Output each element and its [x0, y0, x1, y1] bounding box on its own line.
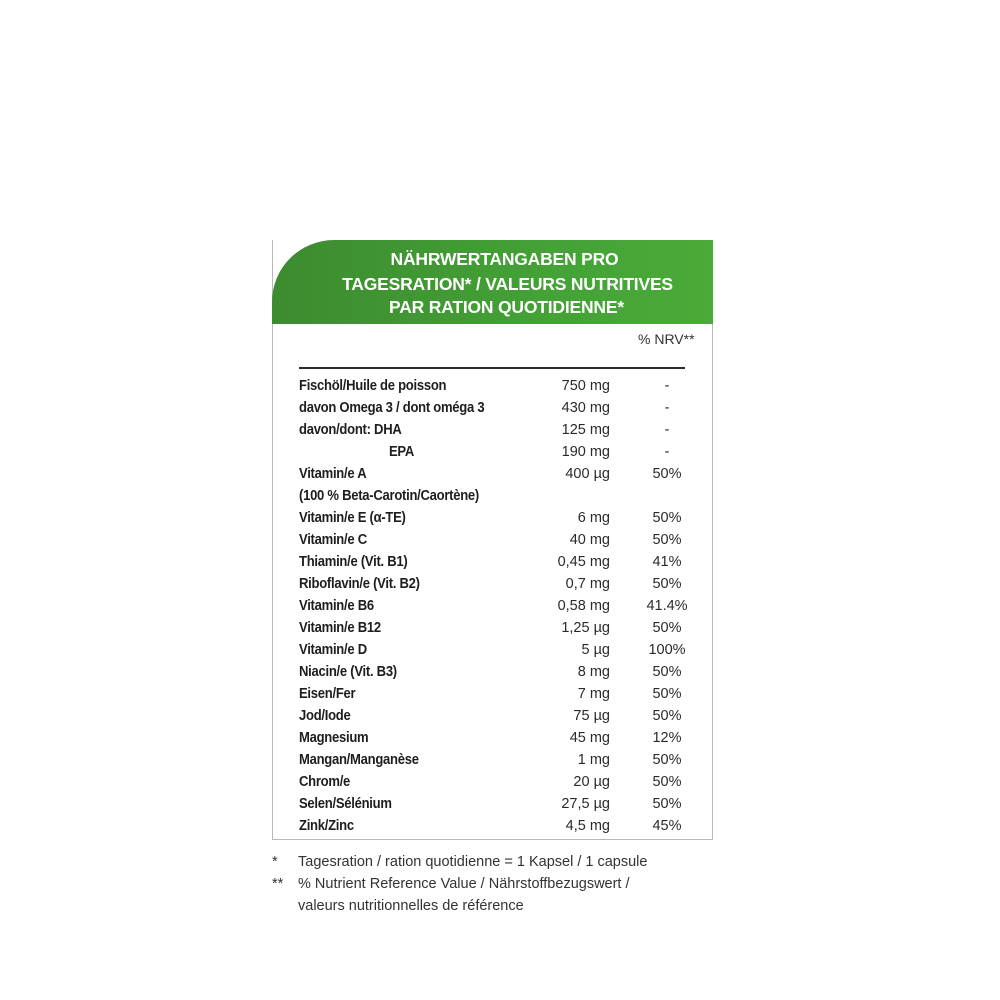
nutrient-name: Chrom/e: [299, 774, 351, 790]
nutrient-name: davon/dont: DHA: [299, 422, 402, 438]
nutrient-amount: 0,45 mg: [557, 554, 610, 570]
table-row: [299, 441, 699, 463]
nutrient-nrv: 50%: [652, 796, 682, 812]
nutrient-name: (100 % Beta-Carotin/Caortène): [299, 488, 479, 504]
nutrient-amount: 190 mg: [561, 444, 610, 460]
nutrient-nrv: 50%: [652, 576, 682, 592]
nutrient-nrv: 50%: [652, 532, 682, 548]
nutrient-name: Vitamin/e A: [299, 466, 367, 482]
nutrition-panel: [272, 240, 713, 840]
nutrient-amount: 1 mg: [577, 752, 610, 768]
nutrient-name: Mangan/Manganèse: [299, 752, 419, 768]
nutrient-amount: 400 µg: [565, 466, 610, 482]
nutrient-name: davon Omega 3 / dont oméga 3: [299, 400, 485, 416]
nutrient-amount: 45 mg: [569, 730, 610, 746]
nutrient-amount: 750 mg: [561, 378, 610, 394]
table-row: [299, 507, 699, 529]
table-row: [299, 551, 699, 573]
nutrient-nrv: 50%: [652, 664, 682, 680]
table-row: [299, 617, 699, 639]
nutrient-name: Magnesium: [299, 730, 369, 746]
table-row: [299, 485, 699, 507]
nutrient-name: Selen/Sélénium: [299, 796, 392, 812]
table-row: [299, 419, 699, 441]
nutrient-name: EPA: [389, 444, 415, 460]
nutrient-name: Eisen/Fer: [299, 686, 356, 702]
nutrient-name: Thiamin/e (Vit. B1): [299, 554, 408, 570]
footnotes: [272, 851, 732, 917]
nutrient-amount: 0,58 mg: [557, 598, 610, 614]
nutrient-name: Vitamin/e D: [299, 642, 367, 658]
table-row: [299, 749, 699, 771]
table-row: [299, 463, 699, 485]
nutrient-name: Vitamin/e B6: [299, 598, 374, 614]
nutrient-nrv: 50%: [652, 686, 682, 702]
nutrient-name: Vitamin/e C: [299, 532, 367, 548]
nutrient-name: Niacin/e (Vit. B3): [299, 664, 397, 680]
nutrient-name: Vitamin/e E (α-TE): [299, 510, 406, 526]
nutrient-name: Zink/Zinc: [299, 818, 354, 834]
table-row: [299, 661, 699, 683]
nutrient-amount: 27,5 µg: [561, 796, 610, 812]
nutrient-name: Riboflavin/e (Vit. B2): [299, 576, 420, 592]
table-row: [299, 595, 699, 617]
footnote-mark: *: [272, 854, 278, 870]
nutrient-nrv: 45%: [652, 818, 682, 834]
table-row: [299, 573, 699, 595]
header-line-1: NÄHRWERTANGABEN PRO: [390, 249, 619, 269]
table-row: [299, 705, 699, 727]
nutrient-amount: 6 mg: [577, 510, 610, 526]
nutrient-nrv: -: [664, 378, 670, 394]
header-line-3: PAR RATION QUOTIDIENNE*: [389, 297, 624, 317]
nutrient-nrv: -: [664, 444, 670, 460]
nutrient-nrv: 50%: [652, 752, 682, 768]
table-row: [299, 375, 699, 397]
nutrient-amount: 125 mg: [561, 422, 610, 438]
nutrient-amount: 5 µg: [581, 642, 610, 658]
header-line-2: TAGESRATION* / VALEURS NUTRITIVES: [342, 274, 673, 294]
nutrient-nrv: 12%: [652, 730, 682, 746]
nutrient-amount: 75 µg: [573, 708, 610, 724]
table-row: [299, 397, 699, 419]
nutrient-amount: 4,5 mg: [565, 818, 610, 834]
nutrient-amount: 7 mg: [577, 686, 610, 702]
footnote-text: % Nutrient Reference Value / Nährstoffbezugswert /: [298, 876, 630, 892]
nrv-column-header: % NRV**: [638, 331, 695, 347]
nutrient-name: Fischöl/Huile de poisson: [299, 378, 447, 394]
nutrition-header: [272, 240, 713, 324]
nutrient-nrv: -: [664, 400, 670, 416]
table-row: [299, 639, 699, 661]
nutrient-nrv: 50%: [652, 708, 682, 724]
table-row: [299, 529, 699, 551]
nutrient-amount: 1,25 µg: [561, 620, 610, 636]
footnote: [272, 851, 732, 873]
nutrient-nrv: 50%: [652, 466, 682, 482]
footnote-mark: **: [272, 876, 284, 892]
nutrient-nrv: 50%: [652, 510, 682, 526]
nutrient-name: Vitamin/e B12: [299, 620, 381, 636]
table-row: [299, 815, 699, 837]
table-row: [299, 793, 699, 815]
table-row: [299, 727, 699, 749]
nutrient-amount: 0,7 mg: [565, 576, 610, 592]
nutrient-nrv: 41%: [652, 554, 682, 570]
nutrient-table: [299, 375, 699, 837]
footnote-text: valeurs nutritionnelles de référence: [298, 898, 524, 914]
nutrient-nrv: -: [664, 422, 670, 438]
table-row: [299, 771, 699, 793]
header-divider: [299, 367, 685, 369]
nutrient-amount: 430 mg: [561, 400, 610, 416]
footnote-text: Tagesration / ration quotidienne = 1 Kapsel / 1 capsule: [298, 854, 648, 870]
nutrient-amount: 40 mg: [569, 532, 610, 548]
nutrient-nrv: 100%: [648, 642, 686, 658]
nutrient-name: Jod/Iode: [299, 708, 351, 724]
table-row: [299, 683, 699, 705]
footnote: [272, 873, 732, 917]
nutrient-amount: 8 mg: [577, 664, 610, 680]
nutrient-nrv: 50%: [652, 774, 682, 790]
nutrient-nrv: 41.4%: [646, 598, 688, 614]
nutrient-amount: 20 µg: [573, 774, 610, 790]
nutrient-nrv: 50%: [652, 620, 682, 636]
